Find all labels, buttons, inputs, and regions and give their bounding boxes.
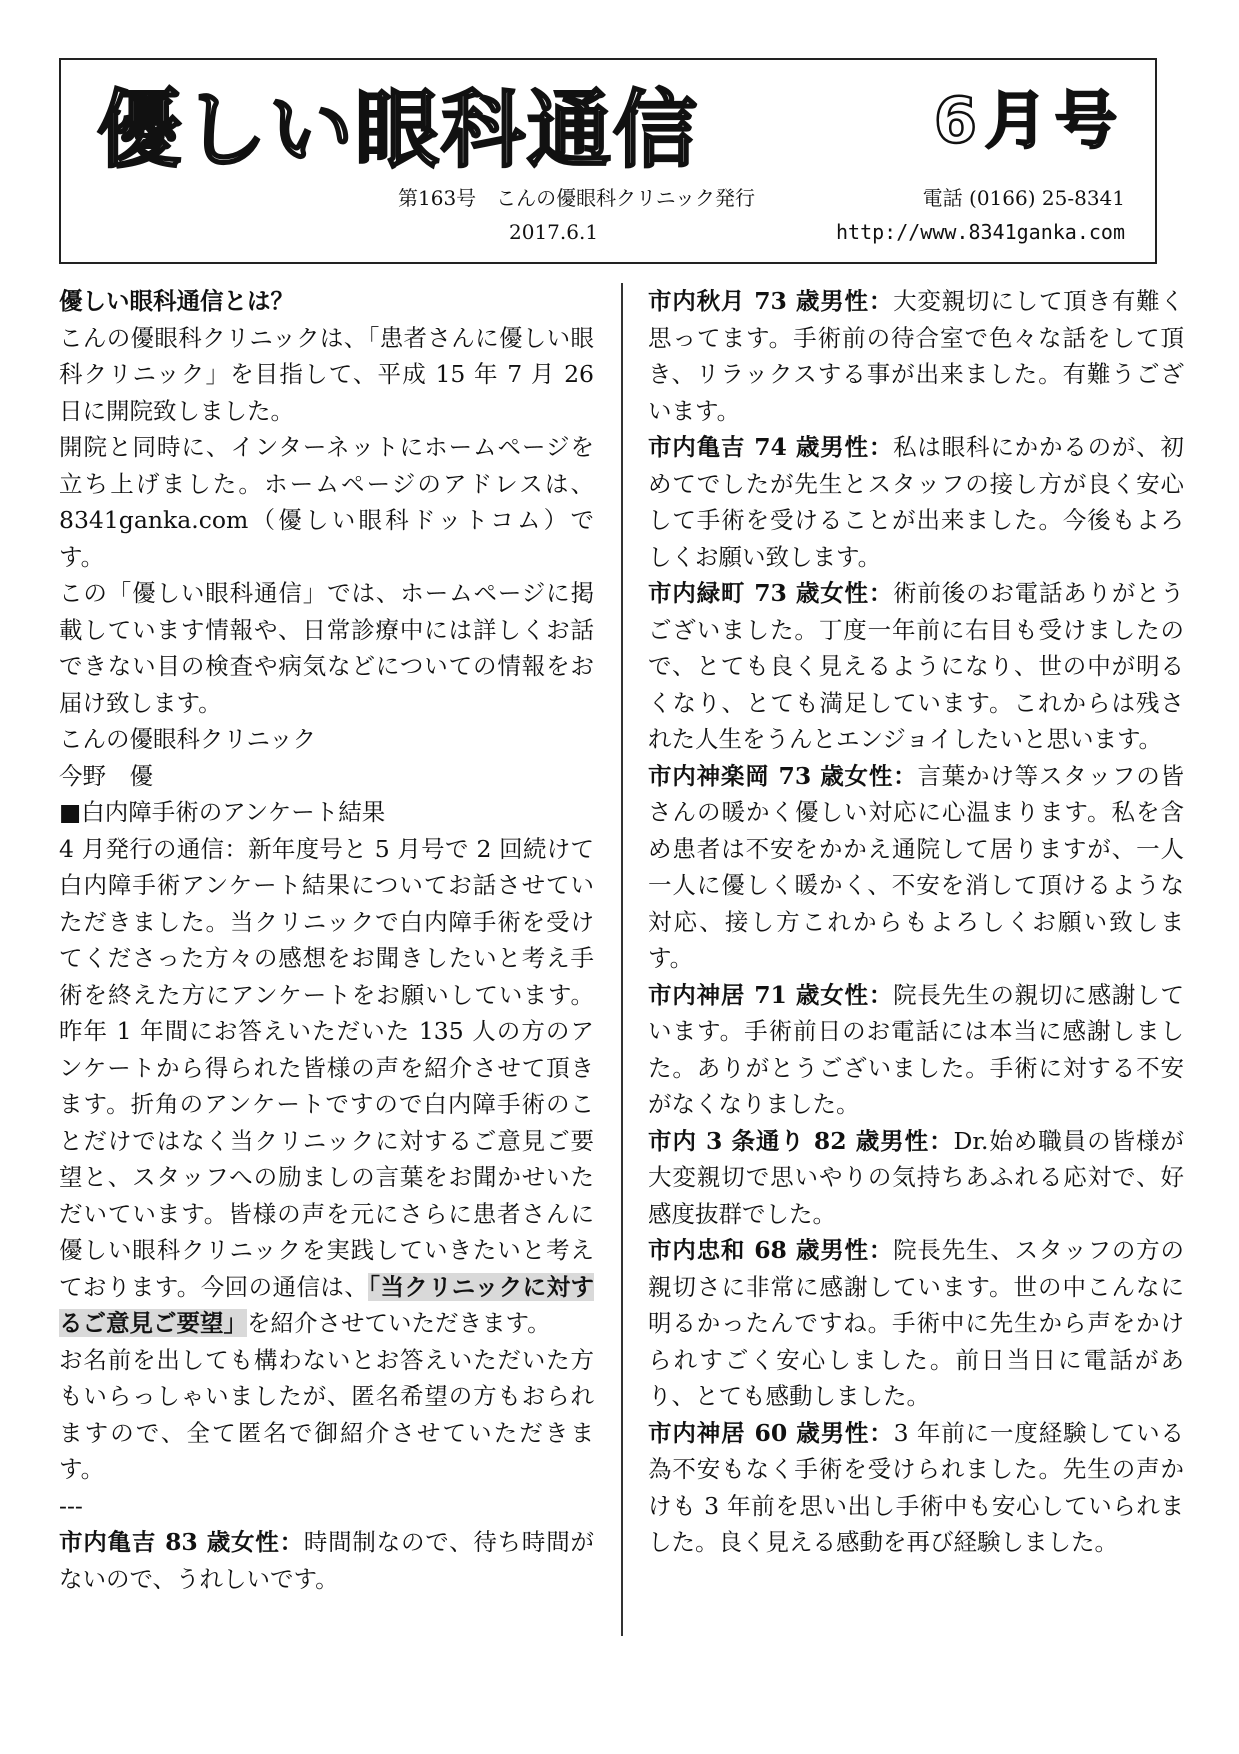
anonymity-paragraph: お名前を出しても構わないとお答えいただいた方もいらっしゃいましたが、匿名希望の方もおられますので、全て匿名で御紹介させていただきます。	[59, 1345, 594, 1483]
comment-item	[648, 1123, 1184, 1233]
comment-author: 市内神居 60 歳男性：	[648, 1418, 894, 1447]
issue-date: 2017.6.1	[509, 220, 599, 244]
comment-text: 術前後のお電話ありがとうございました。丁度一年前に右目も受けましたので、とても良く見えるようになり、世の中が明るくなり、とても満足しています。これからは残された人生をうんとエンジョイしたいと思います。	[648, 579, 1184, 753]
comment-text: 私は眼科にかかるのが、初めてでしたが先生とスタッフの接し方が良く安心して手術を受けることが出来ました。今後もよろしくお願い致します。	[648, 433, 1184, 571]
right-column	[648, 283, 1184, 1561]
comment-text: Dr.始め職員の皆様が大変親切で思いやりの気持ちあふれる応対で、好感度抜群でした。	[648, 1126, 1185, 1228]
comment-author: 市内忠和 68 歳男性：	[648, 1236, 894, 1264]
section-heading: ■白内障手術のアンケート結果	[59, 798, 386, 826]
left-column	[59, 283, 594, 1597]
comment-text: 大変親切にして頂き有難く思ってます。手術前の待合室で色々な話をして頂き、リラックスする事が出来ました。有難うございます。	[648, 287, 1184, 425]
newsletter-header	[59, 58, 1157, 264]
comment-text: 言葉かけ等スタッフの皆さんの暖かく優しい対応に心温まります。私を含め患者は不安をかかえ通院して居りますが、一人一人に優しく暖かく、不安を消して頂けるような対応、接し方これからもよろしくお願い致します。	[648, 761, 1184, 972]
separator: ---	[59, 1491, 83, 1520]
comment-author: 市内神楽岡 73 歳女性：	[648, 761, 918, 790]
issue-month: 6月号	[933, 84, 1125, 157]
survey-text-end: を紹介させていただきます。	[247, 1309, 551, 1337]
comment-text: 時間制なので、待ち時間がないので、うれしいです。	[59, 1528, 594, 1593]
clinic-signature: こんの優眼科クリニック	[59, 725, 317, 753]
comment-author: 市内神居 71 歳女性：	[648, 980, 894, 1009]
doctor-signature: 今野 優	[59, 761, 153, 790]
comment-item	[648, 977, 1184, 1123]
comment-author: 市内 3 条通り 82 歳男性：	[648, 1126, 954, 1155]
intro-heading: 優しい眼科通信とは？	[59, 287, 294, 315]
column-divider	[621, 283, 623, 1636]
phone-number: 電話 (0166) 25-8341	[922, 186, 1125, 210]
survey-paragraph	[59, 831, 594, 1342]
comment-text: 院長先生、スタッフの方の親切さに非常に感謝しています。世の中こんなに明るかったんですね。手術中に先生から声をかけられすごく安心しました。前日当日に電話があり、とても感動しました。	[648, 1236, 1184, 1410]
intro-paragraph-1: こんの優眼科クリニックは、「患者さんに優しい眼科クリニック」を目指して、平成 15 年 7 月 26 日に開院致しました。	[59, 323, 594, 425]
comment-item	[648, 758, 1184, 977]
comment-author: 市内秋月 73 歳男性：	[648, 287, 894, 315]
comment-author: 市内亀吉 74 歳男性：	[648, 433, 894, 461]
comment-text: 院長先生の親切に感謝しています。手術前日のお電話には本当に感謝しました。ありがとうございました。手術に対する不安がなくなりました。	[648, 980, 1184, 1118]
comment-author: 市内亀吉 83 歳女性：	[59, 1528, 304, 1556]
comment-item	[59, 1524, 594, 1597]
comment-author: 市内緑町 73 歳女性：	[648, 579, 894, 607]
comment-item	[648, 1415, 1184, 1561]
comment-item	[648, 429, 1184, 575]
newsletter-title: 優しい眼科通信	[97, 81, 700, 179]
intro-paragraph-2: 開院と同時に、インターネットにホームページを立ち上げました。ホームページのアドレスは、8341ganka.com（優しい眼科ドットコム）です。	[59, 433, 594, 571]
survey-text: 4 月発行の通信：新年度号と 5 月号で 2 回続けて白内障手術アンケート結果についてお話させていただきました。当クリニックで白内障手術を受けてくださった方々の感想をお聞きしたいと考え手術を終えた方にアンケートをお願いしています。昨年 1 年間にお答えいただいた 135 人の方のアンケートから得られた皆様の声を紹介させて頂きます。折角のアンケートですので白内障手術のことだけではなく当クリニックに対するご意見ご要望と、スタッフへの励ましの言葉をお聞かせいただいています。皆様の声を元にさらに患者さんに優しい眼科クリニックを実践していきたいと考えております。今回の通信は、	[59, 834, 594, 1301]
comment-item	[648, 283, 1184, 429]
comment-text: 3 年前に一度経験している為不安もなく手術を受けられました。先生の声かけも 3 年前を思い出し手術中も安心していられました。良く見える感動を再び経験しました。	[648, 1418, 1184, 1556]
comment-item	[648, 1232, 1184, 1415]
issue-line: 第163号 こんの優眼科クリニック発行	[398, 186, 755, 210]
website-url[interactable]: http://www.8341ganka.com	[836, 220, 1125, 244]
highlighted-topic: 「当クリニックに対するご意見ご要望」	[59, 1272, 595, 1337]
intro-paragraph-3: この「優しい眼科通信」では、ホームページに掲載しています情報や、日常診療中には詳しくお話できない目の検査や病気などについての情報をお届け致します。	[59, 579, 594, 717]
comment-item	[648, 575, 1184, 758]
